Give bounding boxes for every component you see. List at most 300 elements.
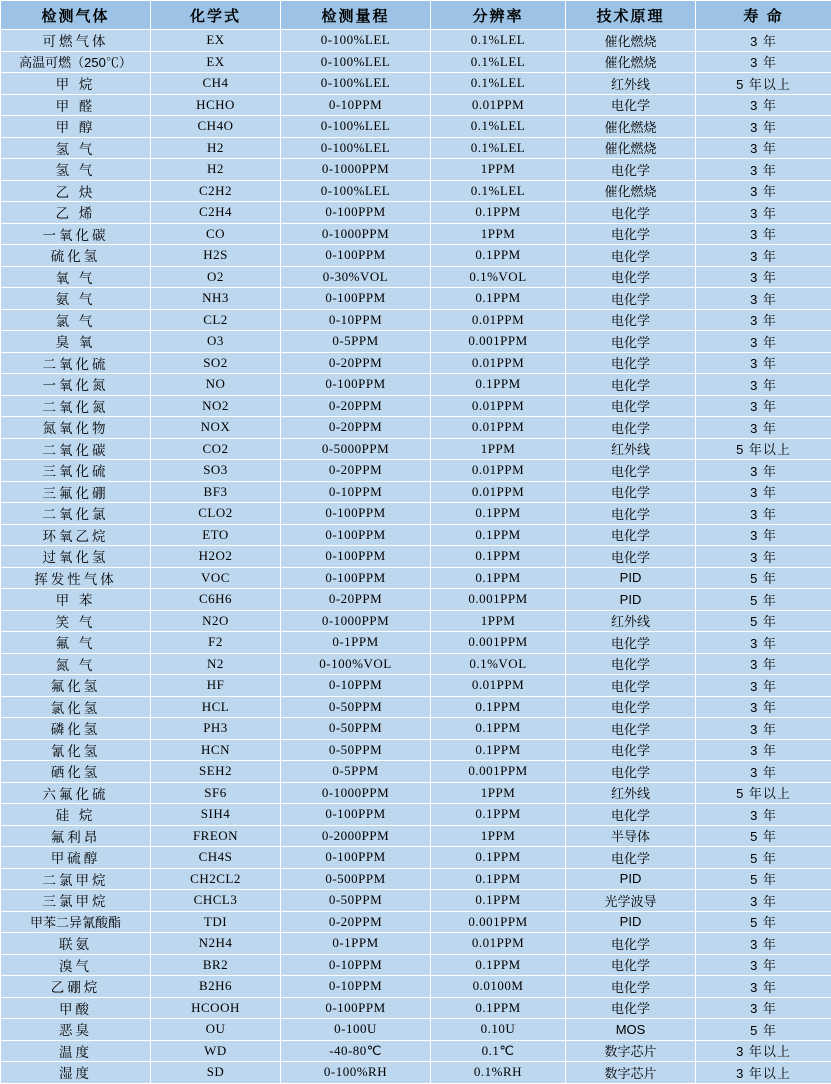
cell-resolution: 0.1%LEL xyxy=(431,51,566,73)
cell-gas-name: 可燃气体 xyxy=(1,30,151,52)
table-row xyxy=(1,481,831,503)
cell-formula: N2 xyxy=(151,653,281,675)
table-row xyxy=(1,524,831,546)
cell-formula: N2O xyxy=(151,610,281,632)
column-header-range: 检测量程 xyxy=(281,1,431,30)
cell-resolution: 0.1%LEL xyxy=(431,137,566,159)
cell-lifetime: 3 年 xyxy=(696,352,831,374)
cell-lifetime: 3 年 xyxy=(696,804,831,826)
cell-lifetime: 3 年 xyxy=(696,675,831,697)
table-row xyxy=(1,739,831,761)
cell-range: 0-1000PPM xyxy=(281,159,431,181)
cell-lifetime: 3 年 xyxy=(696,976,831,998)
cell-gas-name: 乙硼烷 xyxy=(1,976,151,998)
cell-lifetime: 3 年 xyxy=(696,288,831,310)
cell-gas-name: 恶臭 xyxy=(1,1019,151,1041)
cell-principle: 电化学 xyxy=(566,266,696,288)
table-row xyxy=(1,653,831,675)
cell-principle: 半导体 xyxy=(566,825,696,847)
cell-formula: SO3 xyxy=(151,460,281,482)
table-row xyxy=(1,1040,831,1062)
cell-lifetime: 3 年 xyxy=(696,417,831,439)
cell-gas-name: 乙 炔 xyxy=(1,180,151,202)
cell-gas-name: 磷化氢 xyxy=(1,718,151,740)
cell-resolution: 0.1PPM xyxy=(431,524,566,546)
cell-resolution: 0.001PPM xyxy=(431,761,566,783)
table-row xyxy=(1,73,831,95)
cell-range: 0-20PPM xyxy=(281,911,431,933)
cell-resolution: 0.001PPM xyxy=(431,589,566,611)
cell-principle: PID xyxy=(566,868,696,890)
cell-formula: HCHO xyxy=(151,94,281,116)
cell-lifetime: 3 年 xyxy=(696,374,831,396)
cell-range: 0-20PPM xyxy=(281,417,431,439)
column-header-principle: 技术原理 xyxy=(566,1,696,30)
cell-formula: H2O2 xyxy=(151,546,281,568)
table-row xyxy=(1,546,831,568)
cell-lifetime: 5 年 xyxy=(696,868,831,890)
table-row xyxy=(1,438,831,460)
table-row xyxy=(1,245,831,267)
cell-resolution: 1PPM xyxy=(431,438,566,460)
cell-principle: 红外线 xyxy=(566,610,696,632)
table-row xyxy=(1,331,831,353)
cell-gas-name: 笑 气 xyxy=(1,610,151,632)
cell-range: 0-100%LEL xyxy=(281,180,431,202)
table-row xyxy=(1,782,831,804)
cell-principle: 红外线 xyxy=(566,438,696,460)
table-row xyxy=(1,460,831,482)
cell-resolution: 1PPM xyxy=(431,610,566,632)
cell-range: 0-1PPM xyxy=(281,933,431,955)
cell-gas-name: 氰化氢 xyxy=(1,739,151,761)
cell-gas-name: 一氧化碳 xyxy=(1,223,151,245)
cell-lifetime: 3 年以上 xyxy=(696,1062,831,1084)
cell-resolution: 0.1PPM xyxy=(431,868,566,890)
column-header-gas: 检测气体 xyxy=(1,1,151,30)
cell-range: 0-100PPM xyxy=(281,997,431,1019)
cell-principle: 电化学 xyxy=(566,675,696,697)
cell-principle: 电化学 xyxy=(566,739,696,761)
cell-formula: CH4O xyxy=(151,116,281,138)
cell-formula: SIH4 xyxy=(151,804,281,826)
table-row xyxy=(1,589,831,611)
cell-lifetime: 5 年以上 xyxy=(696,73,831,95)
cell-formula: FREON xyxy=(151,825,281,847)
cell-gas-name: 硅 烷 xyxy=(1,804,151,826)
cell-lifetime: 5 年以上 xyxy=(696,438,831,460)
cell-resolution: 0.01PPM xyxy=(431,460,566,482)
cell-formula: CHCL3 xyxy=(151,890,281,912)
cell-lifetime: 3 年 xyxy=(696,718,831,740)
cell-range: 0-1000PPM xyxy=(281,782,431,804)
cell-resolution: 0.1PPM xyxy=(431,890,566,912)
cell-resolution: 0.1PPM xyxy=(431,997,566,1019)
cell-principle: 电化学 xyxy=(566,481,696,503)
cell-resolution: 0.1℃ xyxy=(431,1040,566,1062)
cell-resolution: 0.01PPM xyxy=(431,933,566,955)
table-row xyxy=(1,567,831,589)
cell-gas-name: 氟化氢 xyxy=(1,675,151,697)
table-row xyxy=(1,911,831,933)
cell-lifetime: 3 年 xyxy=(696,30,831,52)
cell-formula: HCOOH xyxy=(151,997,281,1019)
table-row xyxy=(1,804,831,826)
cell-gas-name: 甲酸 xyxy=(1,997,151,1019)
cell-range: 0-100PPM xyxy=(281,804,431,826)
cell-lifetime: 3 年 xyxy=(696,524,831,546)
cell-gas-name: 氨 气 xyxy=(1,288,151,310)
cell-gas-name: 氢 气 xyxy=(1,159,151,181)
cell-resolution: 0.1PPM xyxy=(431,546,566,568)
cell-principle: 催化燃烧 xyxy=(566,30,696,52)
table-row xyxy=(1,288,831,310)
cell-resolution: 0.10U xyxy=(431,1019,566,1041)
cell-formula: TDI xyxy=(151,911,281,933)
cell-range: 0-100%LEL xyxy=(281,51,431,73)
cell-lifetime: 5 年 xyxy=(696,610,831,632)
cell-formula: NOX xyxy=(151,417,281,439)
cell-gas-name: 氢 气 xyxy=(1,137,151,159)
cell-lifetime: 3 年 xyxy=(696,997,831,1019)
cell-formula: B2H6 xyxy=(151,976,281,998)
cell-range: 0-100PPM xyxy=(281,524,431,546)
cell-gas-name: 氟 气 xyxy=(1,632,151,654)
table-row xyxy=(1,761,831,783)
cell-resolution: 1PPM xyxy=(431,782,566,804)
table-header xyxy=(1,1,831,30)
cell-gas-name: 溴气 xyxy=(1,954,151,976)
cell-principle: 红外线 xyxy=(566,782,696,804)
cell-resolution: 0.01PPM xyxy=(431,675,566,697)
cell-formula: ETO xyxy=(151,524,281,546)
cell-lifetime: 3 年以上 xyxy=(696,1040,831,1062)
cell-formula: CO xyxy=(151,223,281,245)
cell-lifetime: 3 年 xyxy=(696,933,831,955)
cell-principle: 电化学 xyxy=(566,245,696,267)
cell-lifetime: 3 年 xyxy=(696,94,831,116)
cell-principle: 数字芯片 xyxy=(566,1040,696,1062)
cell-formula: CLO2 xyxy=(151,503,281,525)
cell-principle: 电化学 xyxy=(566,223,696,245)
cell-gas-name: 温度 xyxy=(1,1040,151,1062)
cell-gas-name: 氮氧化物 xyxy=(1,417,151,439)
cell-gas-name: 挥发性气体 xyxy=(1,567,151,589)
cell-range: 0-100%LEL xyxy=(281,73,431,95)
cell-resolution: 0.01PPM xyxy=(431,481,566,503)
cell-principle: 光学波导 xyxy=(566,890,696,912)
cell-range: 0-500PPM xyxy=(281,868,431,890)
cell-lifetime: 3 年 xyxy=(696,632,831,654)
cell-formula: CH4S xyxy=(151,847,281,869)
column-header-resolution: 分辨率 xyxy=(431,1,566,30)
cell-formula: EX xyxy=(151,30,281,52)
cell-principle: 电化学 xyxy=(566,653,696,675)
cell-range: 0-50PPM xyxy=(281,696,431,718)
cell-principle: 电化学 xyxy=(566,632,696,654)
cell-formula: HCN xyxy=(151,739,281,761)
cell-principle: 电化学 xyxy=(566,696,696,718)
cell-range: 0-100PPM xyxy=(281,288,431,310)
cell-range: 0-100PPM xyxy=(281,546,431,568)
cell-gas-name: 甲 烷 xyxy=(1,73,151,95)
cell-lifetime: 3 年 xyxy=(696,395,831,417)
cell-gas-name: 甲苯二异氰酸酯 xyxy=(1,911,151,933)
cell-resolution: 0.1PPM xyxy=(431,847,566,869)
table-row xyxy=(1,868,831,890)
cell-gas-name: 湿度 xyxy=(1,1062,151,1084)
cell-principle: 电化学 xyxy=(566,374,696,396)
cell-formula: H2 xyxy=(151,159,281,181)
cell-resolution: 0.1%LEL xyxy=(431,116,566,138)
table-row xyxy=(1,202,831,224)
table-row xyxy=(1,1062,831,1084)
table-row xyxy=(1,825,831,847)
cell-gas-name: 氟利昂 xyxy=(1,825,151,847)
cell-principle: 电化学 xyxy=(566,997,696,1019)
cell-gas-name: 氯 气 xyxy=(1,309,151,331)
cell-lifetime: 3 年 xyxy=(696,180,831,202)
cell-lifetime: 3 年 xyxy=(696,546,831,568)
cell-principle: PID xyxy=(566,911,696,933)
cell-lifetime: 3 年 xyxy=(696,460,831,482)
cell-range: 0-5000PPM xyxy=(281,438,431,460)
cell-principle: 电化学 xyxy=(566,976,696,998)
cell-resolution: 0.1PPM xyxy=(431,202,566,224)
cell-principle: 电化学 xyxy=(566,202,696,224)
table-row xyxy=(1,116,831,138)
cell-lifetime: 3 年 xyxy=(696,503,831,525)
cell-resolution: 0.1PPM xyxy=(431,288,566,310)
table-row xyxy=(1,718,831,740)
cell-principle: 电化学 xyxy=(566,503,696,525)
cell-formula: NO xyxy=(151,374,281,396)
cell-formula: C6H6 xyxy=(151,589,281,611)
cell-resolution: 0.1PPM xyxy=(431,718,566,740)
cell-resolution: 0.1PPM xyxy=(431,567,566,589)
cell-range: 0-10PPM xyxy=(281,675,431,697)
cell-resolution: 0.1%VOL xyxy=(431,266,566,288)
cell-range: 0-10PPM xyxy=(281,309,431,331)
cell-principle: 电化学 xyxy=(566,352,696,374)
cell-range: -40-80℃ xyxy=(281,1040,431,1062)
cell-lifetime: 5 年 xyxy=(696,825,831,847)
cell-principle: 电化学 xyxy=(566,954,696,976)
table-row xyxy=(1,417,831,439)
cell-resolution: 0.1PPM xyxy=(431,696,566,718)
table-row xyxy=(1,94,831,116)
cell-principle: 电化学 xyxy=(566,309,696,331)
cell-principle: 催化燃烧 xyxy=(566,116,696,138)
cell-range: 0-100%LEL xyxy=(281,30,431,52)
cell-resolution: 0.1PPM xyxy=(431,954,566,976)
cell-gas-name: 过氧化氢 xyxy=(1,546,151,568)
cell-lifetime: 5 年以上 xyxy=(696,782,831,804)
cell-lifetime: 3 年 xyxy=(696,761,831,783)
cell-principle: 数字芯片 xyxy=(566,1062,696,1084)
cell-resolution: 1PPM xyxy=(431,223,566,245)
cell-resolution: 0.1PPM xyxy=(431,374,566,396)
cell-lifetime: 3 年 xyxy=(696,159,831,181)
cell-range: 0-2000PPM xyxy=(281,825,431,847)
table-row xyxy=(1,374,831,396)
cell-principle: 电化学 xyxy=(566,546,696,568)
cell-resolution: 0.1%LEL xyxy=(431,180,566,202)
cell-lifetime: 3 年 xyxy=(696,331,831,353)
cell-lifetime: 5 年 xyxy=(696,847,831,869)
cell-gas-name: 联氨 xyxy=(1,933,151,955)
cell-lifetime: 5 年 xyxy=(696,589,831,611)
cell-lifetime: 5 年 xyxy=(696,1019,831,1041)
cell-lifetime: 3 年 xyxy=(696,137,831,159)
cell-formula: N2H4 xyxy=(151,933,281,955)
cell-formula: HF xyxy=(151,675,281,697)
cell-principle: PID xyxy=(566,589,696,611)
cell-resolution: 0.1PPM xyxy=(431,739,566,761)
cell-resolution: 0.001PPM xyxy=(431,331,566,353)
column-header-formula: 化学式 xyxy=(151,1,281,30)
cell-lifetime: 3 年 xyxy=(696,116,831,138)
cell-gas-name: 环氧乙烷 xyxy=(1,524,151,546)
cell-formula: SF6 xyxy=(151,782,281,804)
cell-gas-name: 氯化氢 xyxy=(1,696,151,718)
cell-range: 0-100PPM xyxy=(281,847,431,869)
cell-formula: H2 xyxy=(151,137,281,159)
cell-resolution: 0.1%RH xyxy=(431,1062,566,1084)
cell-range: 0-1000PPM xyxy=(281,223,431,245)
cell-range: 0-20PPM xyxy=(281,589,431,611)
cell-resolution: 0.01PPM xyxy=(431,417,566,439)
cell-gas-name: 一氧化氮 xyxy=(1,374,151,396)
cell-lifetime: 3 年 xyxy=(696,739,831,761)
cell-gas-name: 六氟化硫 xyxy=(1,782,151,804)
table-row xyxy=(1,675,831,697)
cell-resolution: 0.1%LEL xyxy=(431,30,566,52)
cell-formula: NO2 xyxy=(151,395,281,417)
cell-gas-name: 二氧化碳 xyxy=(1,438,151,460)
cell-range: 0-50PPM xyxy=(281,718,431,740)
cell-principle: 电化学 xyxy=(566,524,696,546)
cell-resolution: 0.01PPM xyxy=(431,94,566,116)
cell-resolution: 0.1PPM xyxy=(431,804,566,826)
table-row xyxy=(1,395,831,417)
cell-principle: 催化燃烧 xyxy=(566,137,696,159)
table-row xyxy=(1,223,831,245)
cell-principle: PID xyxy=(566,567,696,589)
table-header-row xyxy=(1,1,831,30)
cell-range: 0-10PPM xyxy=(281,976,431,998)
cell-resolution: 0.1PPM xyxy=(431,245,566,267)
cell-principle: MOS xyxy=(566,1019,696,1041)
cell-formula: BF3 xyxy=(151,481,281,503)
cell-principle: 电化学 xyxy=(566,933,696,955)
table-row xyxy=(1,30,831,52)
cell-formula: SO2 xyxy=(151,352,281,374)
cell-lifetime: 5 年 xyxy=(696,911,831,933)
cell-gas-name: 二氧化硫 xyxy=(1,352,151,374)
cell-resolution: 0.1%LEL xyxy=(431,73,566,95)
cell-range: 0-10PPM xyxy=(281,94,431,116)
cell-principle: 电化学 xyxy=(566,417,696,439)
cell-formula: VOC xyxy=(151,567,281,589)
cell-resolution: 0.01PPM xyxy=(431,352,566,374)
cell-principle: 电化学 xyxy=(566,94,696,116)
cell-resolution: 0.01PPM xyxy=(431,309,566,331)
cell-principle: 电化学 xyxy=(566,395,696,417)
table-body xyxy=(1,30,831,1084)
cell-gas-name: 高温可燃（250℃） xyxy=(1,51,151,73)
cell-gas-name: 硒化氢 xyxy=(1,761,151,783)
cell-range: 0-100PPM xyxy=(281,374,431,396)
cell-resolution: 0.0100M xyxy=(431,976,566,998)
cell-lifetime: 3 年 xyxy=(696,309,831,331)
cell-lifetime: 3 年 xyxy=(696,481,831,503)
table-row xyxy=(1,632,831,654)
cell-range: 0-10PPM xyxy=(281,481,431,503)
cell-resolution: 0.001PPM xyxy=(431,911,566,933)
cell-range: 0-100PPM xyxy=(281,503,431,525)
cell-principle: 电化学 xyxy=(566,718,696,740)
table-row xyxy=(1,610,831,632)
table-row xyxy=(1,309,831,331)
cell-formula: CO2 xyxy=(151,438,281,460)
cell-formula: NH3 xyxy=(151,288,281,310)
cell-gas-name: 二氧化氮 xyxy=(1,395,151,417)
cell-lifetime: 3 年 xyxy=(696,696,831,718)
cell-resolution: 1PPM xyxy=(431,825,566,847)
cell-formula: CH4 xyxy=(151,73,281,95)
cell-gas-name: 三氧化硫 xyxy=(1,460,151,482)
table-row xyxy=(1,976,831,998)
cell-range: 0-100PPM xyxy=(281,567,431,589)
cell-formula: F2 xyxy=(151,632,281,654)
cell-gas-name: 甲 苯 xyxy=(1,589,151,611)
table-row xyxy=(1,51,831,73)
table-row xyxy=(1,137,831,159)
cell-gas-name: 氧 气 xyxy=(1,266,151,288)
table-row xyxy=(1,933,831,955)
cell-formula: WD xyxy=(151,1040,281,1062)
cell-formula: SD xyxy=(151,1062,281,1084)
cell-formula: SEH2 xyxy=(151,761,281,783)
cell-resolution: 0.01PPM xyxy=(431,395,566,417)
cell-principle: 电化学 xyxy=(566,331,696,353)
cell-gas-name: 甲 醇 xyxy=(1,116,151,138)
cell-resolution: 1PPM xyxy=(431,159,566,181)
cell-formula: HCL xyxy=(151,696,281,718)
table-row xyxy=(1,352,831,374)
cell-principle: 电化学 xyxy=(566,460,696,482)
cell-range: 0-1000PPM xyxy=(281,610,431,632)
cell-gas-name: 甲 醛 xyxy=(1,94,151,116)
cell-principle: 电化学 xyxy=(566,804,696,826)
cell-range: 0-100PPM xyxy=(281,245,431,267)
table-row xyxy=(1,503,831,525)
cell-lifetime: 5 年 xyxy=(696,567,831,589)
cell-principle: 电化学 xyxy=(566,847,696,869)
cell-formula: O2 xyxy=(151,266,281,288)
cell-principle: 催化燃烧 xyxy=(566,180,696,202)
cell-range: 0-100%VOL xyxy=(281,653,431,675)
cell-formula: O3 xyxy=(151,331,281,353)
cell-formula: OU xyxy=(151,1019,281,1041)
cell-range: 0-100%LEL xyxy=(281,116,431,138)
cell-range: 0-20PPM xyxy=(281,395,431,417)
cell-range: 0-30%VOL xyxy=(281,266,431,288)
cell-resolution: 0.001PPM xyxy=(431,632,566,654)
cell-formula: H2S xyxy=(151,245,281,267)
table-row xyxy=(1,180,831,202)
